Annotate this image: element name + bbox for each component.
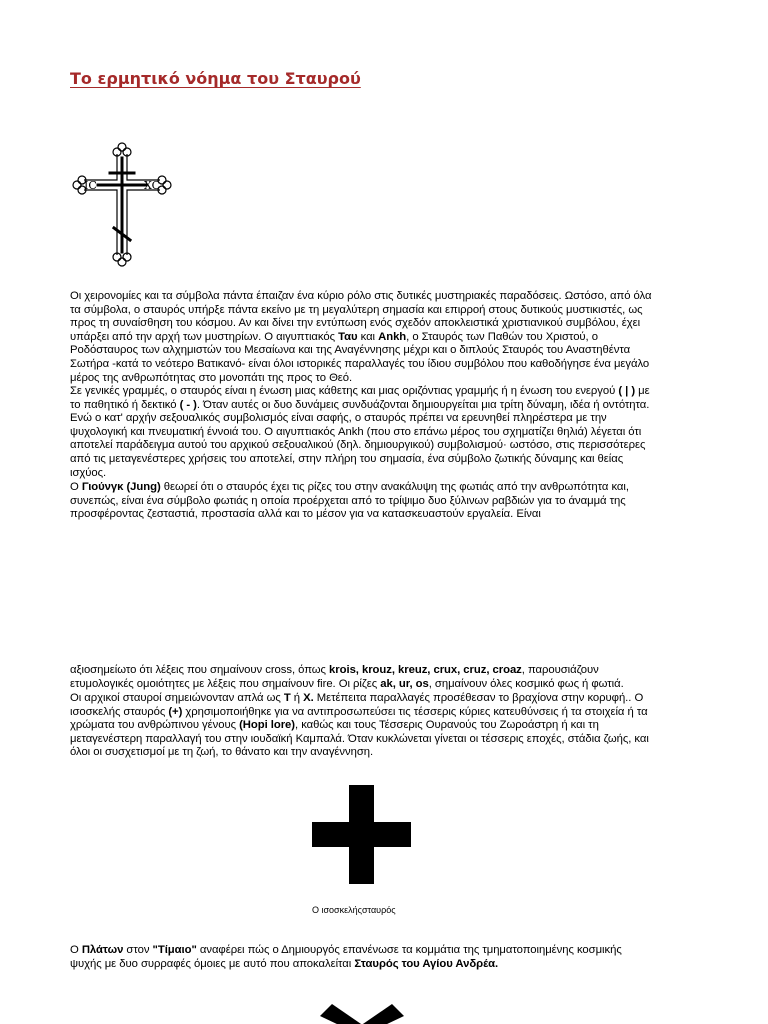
paragraph-jung: Ο Γιούνγκ (Jung) θεωρεί ότι ο σταυρός έχει τις ρίζες του στην ανακάλυψη της φωτιάς από την ανθρωπότητα και, συνεπώς, είναι ένα σύμβολο φωτιάς η οποία προέρχεται από το τρίψιμο δυο ξύλινων ραβδιών για το άναμμά της προσφέροντας ζεσταστιά, προστασία αλλά και το μέσον για να κατασκευαστούν εργαλεία. Είναι (70, 481, 629, 521)
saint-andrew-cross-image (312, 1000, 412, 1024)
paragraph-intro: Οι χειρονομίες και τα σύμβολα πάντα έπαιζαν ένα κύριο ρόλο στις δυτικές μυστηριακές παραδόσεις. Ωστόσο, από όλα τα σύμβολα, ο σταυρός υπήρξε πάντα εκείνο με τη μεγαλύτερη σημασία και επιρροή στους δυτικούς μυστικιστές, ως προς τη συναίσθηση του κόσμου. Αν και δίνει την εντύπωση ενός σχεδόν αποκλειστικά χριστιανικού συμβόλου, έχει υπάρξει από την αρχή των μυστηρίων. Ο αιγυπτιακός Ταυ και Ankh, ο Σταυρός των Παθών του Χριστού, ο Ροδόσταυρος των αλχημιστών του Μεσαίωνα και της Αναγέννησης μέχρι και ο διπλούς Σταυρός του Αναστηθέντα Σωτήρα -κατά το νεότερο Βατικανό- είναι όλοι ιστορικές παραλλαγές του ίδιου συμβόλου που καθοδήγησε ένα μεγάλο μέρος της ανθρωπότητας στο μονοπάτι της προς το Θεό. (70, 290, 652, 384)
greek-cross-image (312, 785, 411, 884)
paragraph-etymology: αξιοσημείωτο ότι λέξεις που σημαίνουν cross, όπως krois, krouz, kreuz, crux, cruz, croaz, παρουσιάζουν ετυμολογικές ομοιότητες με λέξεις που σημαίνουν fire. Οι ρίζες ak, ur, os, σημαίνουν όλες κοσμικό φως ή φωτιά. (70, 664, 624, 690)
paragraph-early-crosses: Οι αρχικοί σταυροί σημειώνονταν απλά ως Τ ή Χ. Μετέπειτα παραλλαγές προσέθεσαν το βραχίονα στην κορυφή.. Ο ισοσκελής σταυρός (+) χρησιμοποιήθηκε για να αντιπροσωπεύσει τις τέσσερις κύριες κατευθύνσεις ή τα στοιχεία ή τα χρώματα του ανθρώπινου γένους (Hopi lore), καθώς και τους Τέσσερις Ουρανούς του Ζωροάστρη ή και τη μεταγενέστερη παραλλαγή του στην ιουδαϊκή Καμπαλά. Όταν κυκλώνεται γίνεται οι τέσσερις εποχές, στάδια ζωής, και όλοι οι συσχετισμοί με τη ζωή, το θάνατο και την αναγέννηση. (70, 692, 649, 759)
page-title: Το ερμητικό νόημα του Σταυρού (70, 69, 361, 88)
orthodox-cross-image (70, 140, 174, 270)
cross-left-inscription: IC (84, 179, 97, 192)
paragraph-plato: Ο Πλάτων στον "Τίμαιο" αναφέρει πώς ο Δημιουργός επανένωσε τα κομμάτια της τμηματοποιημένης κοσμικής ψυχής με δυο συρραφές όμοιες με αυτό που αποκαλείται Σταυρός του Αγίου Ανδρέα. (70, 944, 622, 970)
cross-right-inscription: XC (144, 179, 161, 192)
paragraph-general: Σε γενικές γραμμές, ο σταυρός είναι η ένωση μιας κάθετης και μιας οριζόντιας γραμμής ή η ένωση του ενεργού ( | ) με το παθητικό ή δεκτικό ( - ). Όταν αυτές οι δυο δυνάμεις συνδυάζονται δημιουργείται μια τρίτη δύναμη, ιδέα ή οντότητα. Ενώ ο κατ' αρχήν σεξουαλικός συμβολισμός είναι σαφής, ο σταυρός πρέπει να ερευνηθεί πληρέστερα με την ψυχολογική και πνευματική έννοιά του. Ο αιγυπτιακός Ankh (που στο επάνω μέρος του σχηματίζει θηλιά) λέγεται ότι αποτελεί παράδειγμα αυτού του αρχικού σεξουαλικού (δηλ. δημιουργικού) συμβολισμού· ωστόσο, στις περισσότερες από τις μεταγενέστερες χρήσεις του αποτελεί, στην πλήρη του σημασία, ένα σύμβολο ζωτικής δύναμης και θείας ισχύος. (70, 385, 650, 479)
greek-cross-caption: Ο ισοσκελήςσταυρός (312, 905, 396, 915)
